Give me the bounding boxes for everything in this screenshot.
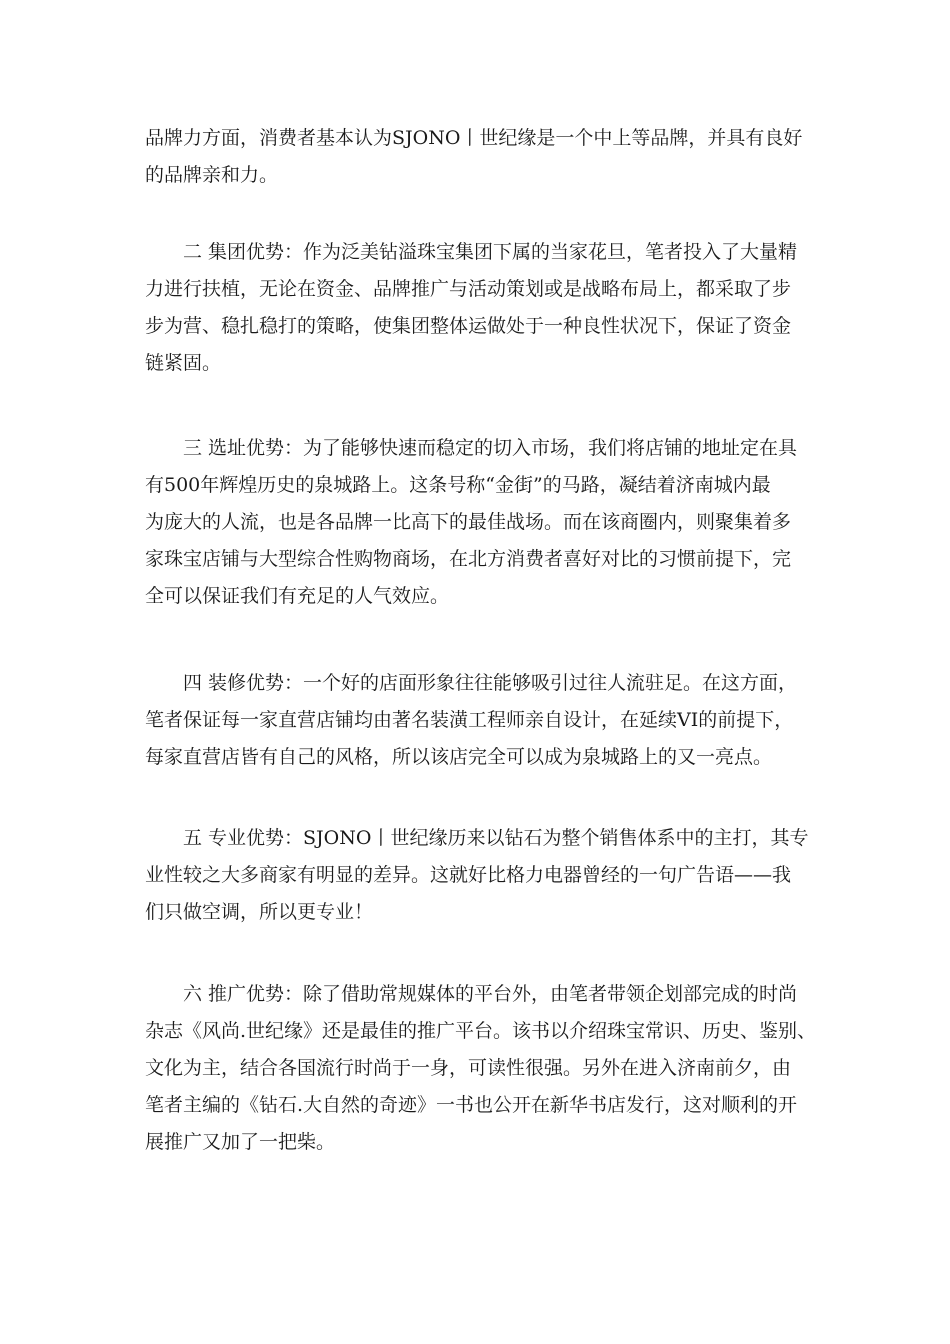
paragraph-group-advantage (145, 234, 835, 382)
text-line: 力进行扶植，无论在资金、品牌推广与活动策划或是战略布局上，都采取了步 (145, 278, 792, 300)
paragraph-decoration-advantage (145, 665, 835, 776)
text-line: 每家直营店皆有自己的风格，所以该店完全可以成为泉城路上的又一亮点。 (145, 746, 773, 768)
text-line: 为庞大的人流，也是各品牌一比高下的最佳战场。而在该商圈内，则聚集着多 (145, 511, 792, 533)
text-line: 步为营、稳扎稳打的策略，使集团整体运做处于一种良性状况下，保证了资金 (145, 315, 792, 337)
paragraph-promotion-advantage (145, 976, 835, 1161)
text-line: 全可以保证我们有充足的人气效应。 (145, 585, 450, 607)
text-line: 品牌力方面，消费者基本认为SJONO丨世纪缘是一个中上等品牌，并具有良好 (145, 127, 803, 149)
text-line: 六 推广优势：除了借助常规媒体的平台外，由笔者带领企划部完成的时尚 (183, 983, 798, 1005)
text-line: 家珠宝店铺与大型综合性购物商场，在北方消费者喜好对比的习惯前提下，完 (145, 548, 792, 570)
text-line: 二 集团优势：作为泛美钻溢珠宝集团下属的当家花旦，笔者投入了大量精 (183, 241, 798, 263)
text-line: 链紧固。 (145, 352, 222, 374)
paragraph-brand-power (145, 120, 835, 194)
text-line: 的品牌亲和力。 (145, 164, 279, 186)
text-line: 五 专业优势：SJONO丨世纪缘历来以钻石为整个销售体系中的主打，其专 (183, 827, 809, 849)
paragraph-professional-advantage (145, 820, 835, 931)
text-line: 三 选址优势：为了能够快速而稳定的切入市场，我们将店铺的地址定在具 (183, 437, 798, 459)
text-line: 笔者主编的《钻石.大自然的奇迹》一书也公开在新华书店发行，这对顺利的开 (145, 1094, 798, 1116)
text-line: 们只做空调，所以更专业！ (145, 901, 374, 923)
text-line: 四 装修优势：一个好的店面形象往往能够吸引过往人流驻足。在这方面， (183, 672, 798, 694)
paragraph-location-advantage (145, 430, 835, 615)
text-line: 笔者保证每一家直营店铺均由著名装潢工程师亲自设计，在延续VI的前提下， (145, 709, 794, 731)
text-line: 展推广又加了一把柴。 (145, 1131, 336, 1153)
text-line: 文化为主，结合各国流行时尚于一身，可读性很强。另外在进入济南前夕，由 (145, 1057, 792, 1079)
text-line: 业性较之大多商家有明显的差异。这就好比格力电器曾经的一句广告语——我 (145, 864, 792, 886)
text-line: 杂志《风尚.世纪缘》还是最佳的推广平台。该书以介绍珠宝常识、历史、鉴别、 (145, 1020, 817, 1042)
text-line: 有500年辉煌历史的泉城路上。这条号称“金街”的马路，凝结着济南城内最 (145, 474, 771, 496)
